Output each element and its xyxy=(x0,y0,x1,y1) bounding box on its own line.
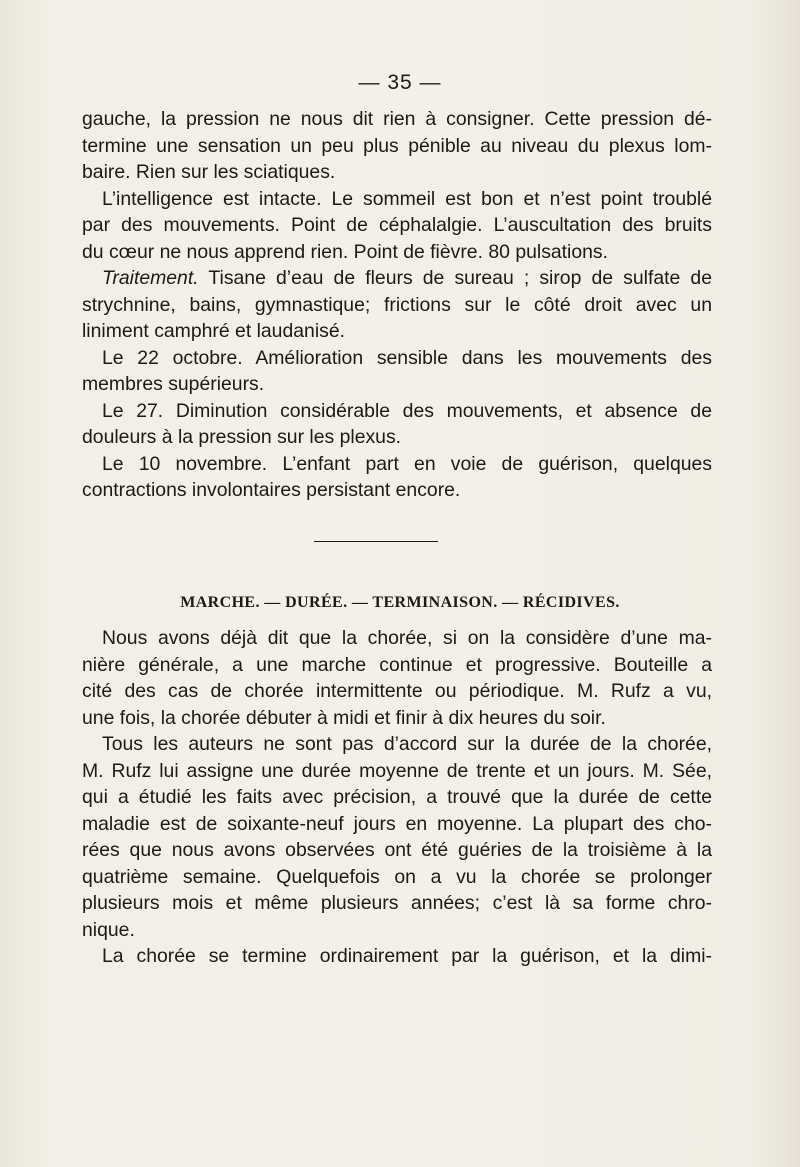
traitement-label: Traitement. xyxy=(102,267,199,289)
text-line: par des mouvements. Point de céphalalgie. L’auscultation des bruits xyxy=(82,214,712,236)
text-line: nière générale, a une marche continue et progressive. Bouteille a xyxy=(82,653,712,676)
text-line: M. Rufz lui assigne une durée moyenne de trente et un jours. M. Sée, xyxy=(82,759,712,782)
section-text xyxy=(82,625,712,970)
text-line: baire. Rien sur les sciatiques. xyxy=(82,161,336,183)
text-line: Nous avons déjà dit que la chorée, si on la considère d’une ma- xyxy=(102,627,712,649)
text-line: L’intelligence est intacte. Le sommeil est bon et n’est point troublé xyxy=(102,187,712,210)
text-line: cité des cas de chorée intermittente ou périodique. M. Rufz a vu, xyxy=(82,680,712,702)
text-line: plusieurs mois et même plusieurs années; c’est là sa forme chro- xyxy=(82,892,712,914)
section-heading: MARCHE. — DURÉE. — TERMINAISON. — RÉCIDIVES. xyxy=(180,594,620,611)
text-line: Le 22 octobre. Amélioration sensible dans les mouvements des xyxy=(102,346,712,369)
text-line: contractions involontaires persistant encore. xyxy=(82,479,461,501)
text-line: une fois, la chorée débuter à midi et finir à dix heures du soir. xyxy=(82,706,606,729)
text-line: liniment camphré et laudanisé. xyxy=(82,320,345,342)
text-line: Le 27. Diminution considérable des mouvements, et absence de xyxy=(102,399,712,422)
case-report-text xyxy=(82,106,712,504)
text-line xyxy=(82,265,712,292)
text-line: Le 10 novembre. L’enfant part en voie de guérison, quelques xyxy=(102,452,712,475)
text-line: Tous les auteurs ne sont pas d’accord sur la durée de la chorée, xyxy=(102,733,712,755)
page-number: — 35 — xyxy=(358,71,442,94)
text-line: rées que nous avons observées ont été guéries de la troisième à la xyxy=(82,839,712,861)
text-line: maladie est de soixante-neuf jours en moyenne. La plupart des cho- xyxy=(82,812,712,835)
text-line: du cœur ne nous apprend rien. Point de fièvre. 80 pulsations. xyxy=(82,240,609,263)
text-line: qui a étudié les faits avec précision, a trouvé que la durée de cette xyxy=(82,786,712,808)
text-line: douleurs à la pression sur les plexus. xyxy=(82,426,402,448)
text-span: Tisane d’eau de fleurs de sureau ; sirop de sulfate de xyxy=(198,267,712,289)
text-line: termine une sensation un peu plus pénible au niveau du plexus lom- xyxy=(82,134,712,157)
text-line: strychnine, bains, gymnastique; frictions sur le côté droit avec un xyxy=(82,293,712,316)
section-divider xyxy=(314,541,438,542)
text-line: quatrième semaine. Quelquefois on a vu la chorée se prolonger xyxy=(82,865,712,888)
text-line: La chorée se termine ordinairement par la guérison, et la dimi- xyxy=(102,945,712,967)
text-line: nique. xyxy=(82,918,135,941)
text-line: gauche, la pression ne nous dit rien à consigner. Cette pression dé- xyxy=(82,108,712,130)
text-line: membres supérieurs. xyxy=(82,373,265,395)
